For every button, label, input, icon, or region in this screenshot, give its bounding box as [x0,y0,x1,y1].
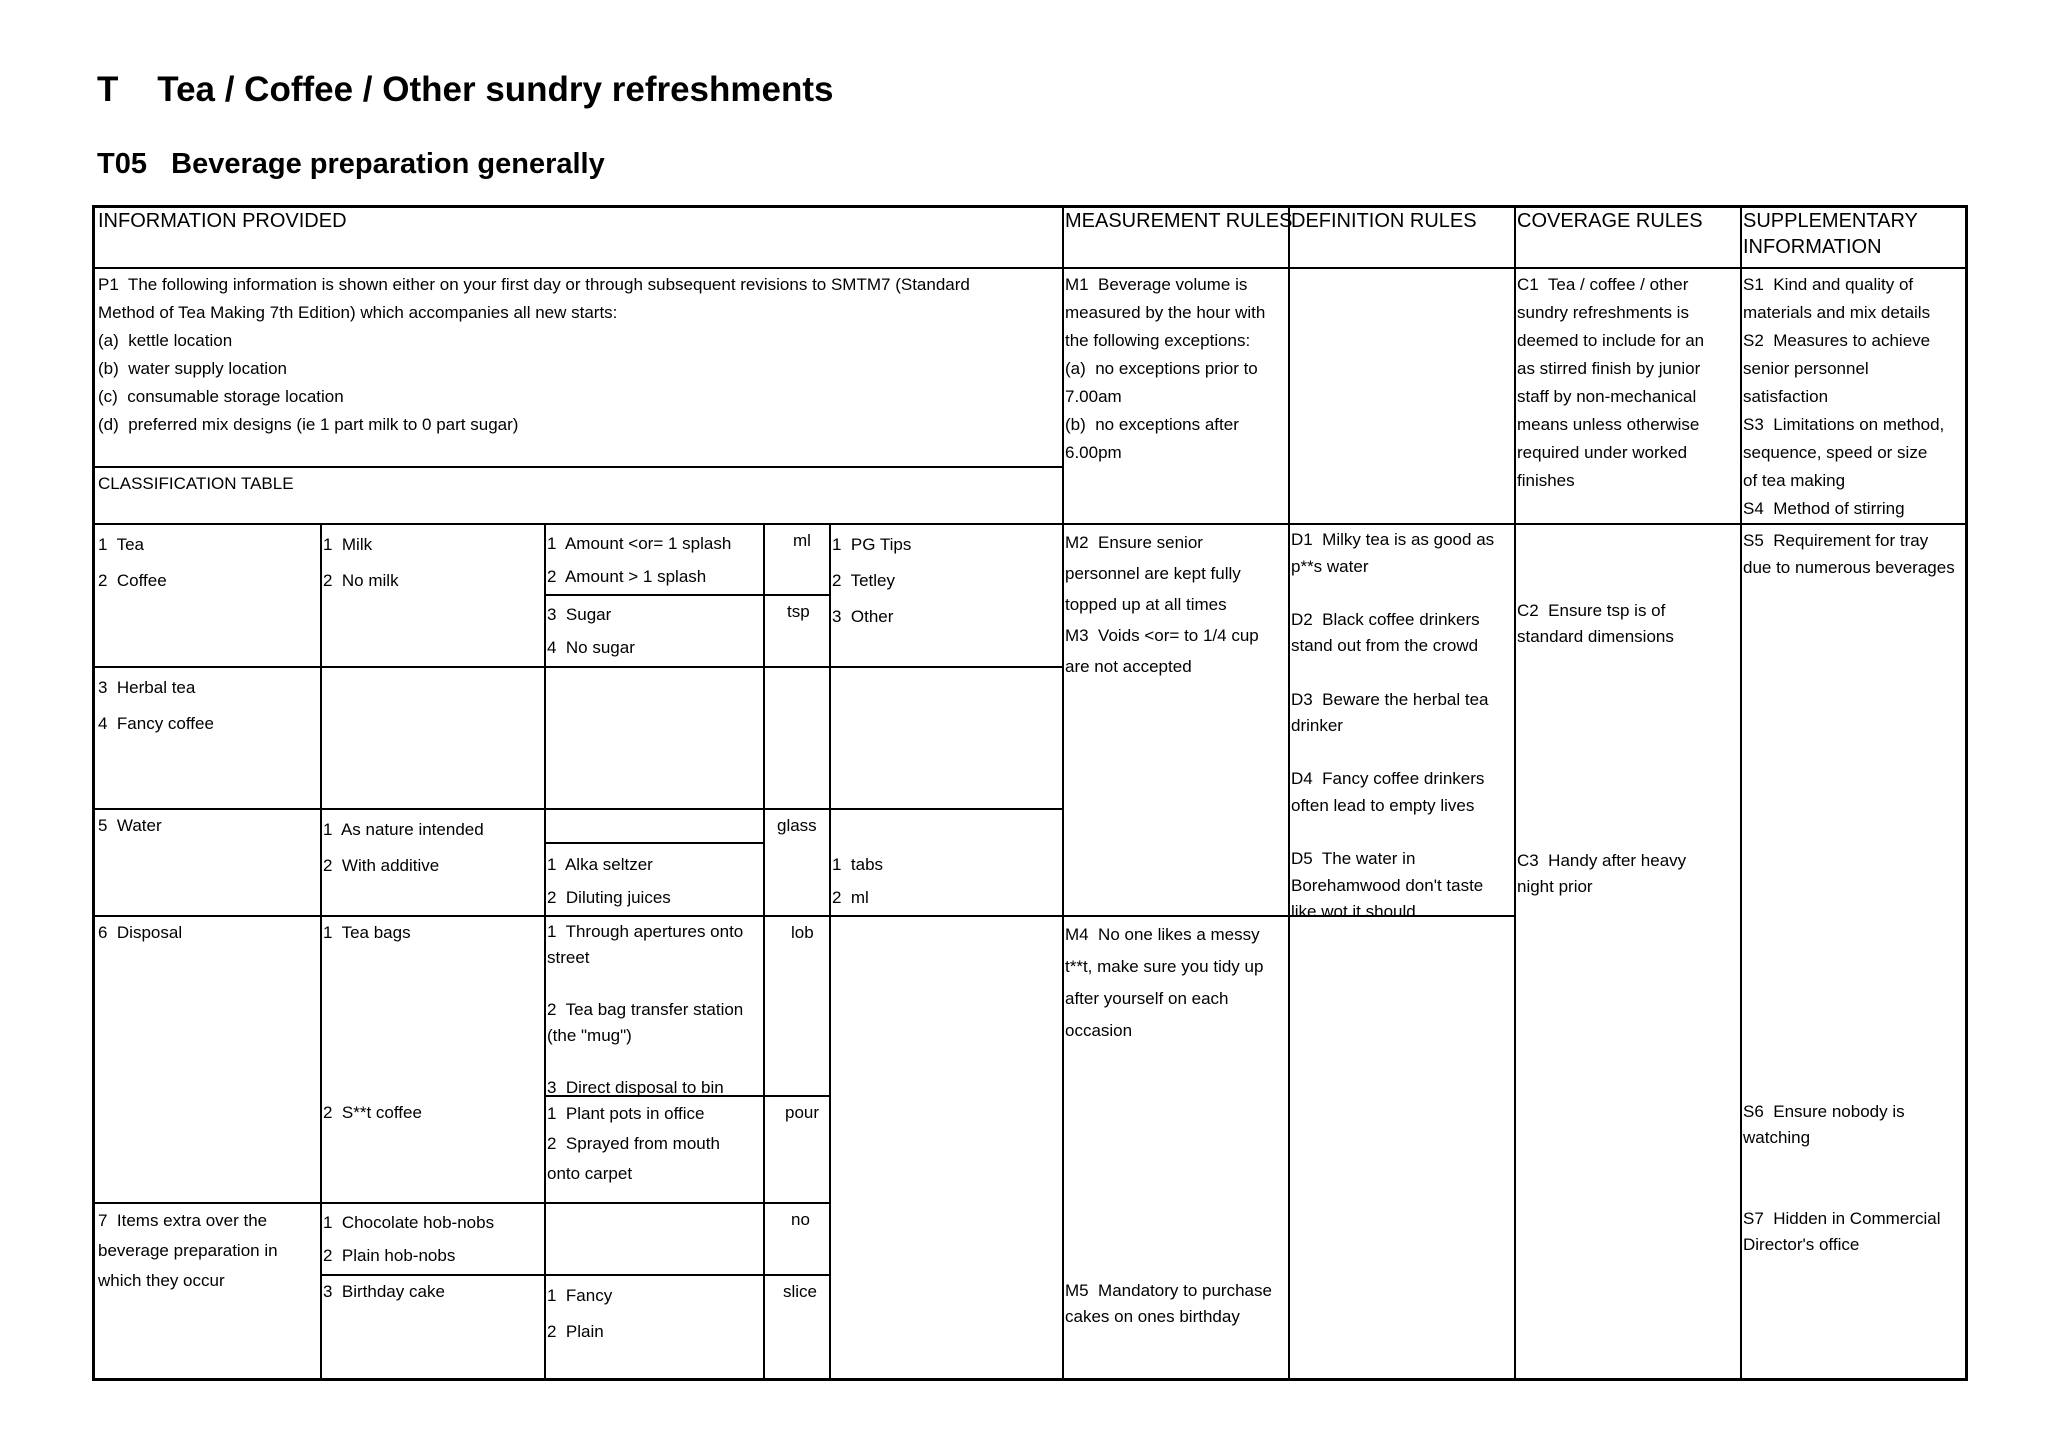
supplementary-s7: S7 Hidden in Commercial Director's office [1743,1209,1941,1254]
header-definition-rules: DEFINITION RULES [1291,210,1477,232]
class-herbal-fancy: 3 Herbal tea 4 Fancy coffee [98,678,214,733]
table-rule [1514,208,1516,1378]
rules-table [92,205,1968,1381]
section-letter: T [97,70,119,109]
table-rule [1062,208,1064,1378]
header-supplementary-information: SUPPLEMENTARY INFORMATION [1743,210,1918,258]
class-milk: 1 Milk 2 No milk [323,535,399,590]
unit-ml: ml [793,531,811,550]
table-rule [544,594,829,596]
unit-no: no [791,1210,810,1229]
table-rule [320,1274,829,1276]
measurement-rules-m2-m3: M2 Ensure senior personnel are kept fully topped up at all times M3 Voids <or= to 1/4 cup are not accepted [1065,533,1259,676]
classification-table-label: CLASSIFICATION TABLE [98,474,294,493]
class-hobnobs: 1 Chocolate hob-nobs 2 Plain hob-nobs [323,1213,495,1265]
unit-tsp: tsp [787,602,810,621]
definition-rules-d1-d5: D1 Milky tea is as good as p**s water D2 Black coffee drinkers stand out from the crowd D3 Beware the herbal tea drinker D4 Fancy coffee drinkers often lead to empty lives D5 The water in Borehamwood don't taste like wot it should [1291,530,1495,922]
class-tea-coffee: 1 Tea 2 Coffee [98,535,167,590]
supplementary-s5: S5 Requirement for tray due to numerous beverages [1743,531,1955,577]
class-amount: 1 Amount <or= 1 splash 2 Amount > 1 splash [547,534,732,586]
table-rule [1740,208,1742,1378]
class-bad-coffee: 2 S**t coffee [323,1103,422,1122]
table-rule [320,523,322,1378]
table-rule [95,808,1062,810]
table-rule [763,523,765,1378]
measurement-rule-m5: M5 Mandatory to purchase cakes on ones birthday [1065,1281,1272,1326]
class-tea-bag-disposal: 1 Through apertures onto street 2 Tea bag transfer station (the "mug") 3 Direct disposal to bin [547,922,744,1097]
supplementary-s6: S6 Ensure nobody is watching [1743,1102,1905,1147]
coverage-rule-c1: C1 Tea / coffee / other sundry refreshments is deemed to include for an as stirred finish by junior staff by non-mechanical means unless otherwise required under worked finishes [1517,275,1705,490]
coverage-rule-c2: C2 Ensure tsp is of standard dimensions [1517,601,1674,646]
section-title-text: Tea / Coffee / Other sundry refreshments [157,70,834,109]
measurement-rule-m4: M4 No one likes a messy t**t, make sure you tidy up after yourself on each occasion [1065,925,1264,1040]
class-water-type: 1 As nature intended 2 With additive [323,820,484,875]
table-rule [544,523,546,1378]
unit-glass: glass [777,816,817,835]
unit-pour: pour [785,1103,820,1122]
table-rule [95,1202,829,1204]
table-rule [95,466,1062,468]
section-title [97,70,834,110]
class-additive: 1 Alka seltzer 2 Diluting juices [547,855,671,907]
table-rule [95,267,1965,269]
class-cake-type: 1 Fancy 2 Plain [547,1286,613,1341]
class-water: 5 Water [98,816,162,835]
table-rule [829,523,831,1378]
class-brand: 1 PG Tips 2 Tetley 3 Other [832,535,912,626]
measurement-rule-m1: M1 Beverage volume is measured by the hour with the following exceptions: (a) no exceptions prior to 7.00am (b) no exceptions after 6.00pm [1065,275,1266,462]
header-coverage-rules: COVERAGE RULES [1517,210,1703,232]
subsection-title-text: Beverage preparation generally [171,148,605,180]
class-birthday-cake: 3 Birthday cake [323,1282,445,1301]
header-measurement-rules: MEASUREMENT RULES [1065,210,1293,232]
coverage-rule-c3: C3 Handy after heavy night prior [1517,851,1687,896]
table-rule [95,666,1062,668]
class-disposal: 6 Disposal [98,923,183,942]
header-information-provided: INFORMATION PROVIDED [98,210,347,232]
supplementary-s1-s4: S1 Kind and quality of materials and mix details S2 Measures to achieve senior personnel satisfaction S3 Limitations on method, sequence, speed or size of tea making S4 Method of stirring [1743,275,1945,518]
class-sugar: 3 Sugar 4 No sugar [547,605,635,657]
subsection-code: T05 [97,148,147,180]
class-tabs-ml: 1 tabs 2 ml [832,855,884,907]
subsection-title [97,148,605,181]
table-rule [1288,208,1290,1378]
info-p1: P1 The following information is shown either on your first day or through subsequent revisions to SMTM7 (Standard Method of Tea Making 7th Edition) which accompanies all new starts: (a) kettle location (b) water supply location (c) consumable storage location (d) preferred mix designs (ie 1 part milk to 0 part sugar) [98,275,970,434]
unit-slice: slice [783,1282,818,1301]
table-rule [544,842,763,844]
table-rule [95,523,1965,525]
class-items-extra: 7 Items extra over the beverage preparation in which they occur [98,1211,278,1290]
class-coffee-disposal: 1 Plant pots in office 2 Sprayed from mouth onto carpet [547,1104,720,1183]
unit-lob: lob [791,923,814,942]
class-tea-bags: 1 Tea bags [323,923,411,942]
